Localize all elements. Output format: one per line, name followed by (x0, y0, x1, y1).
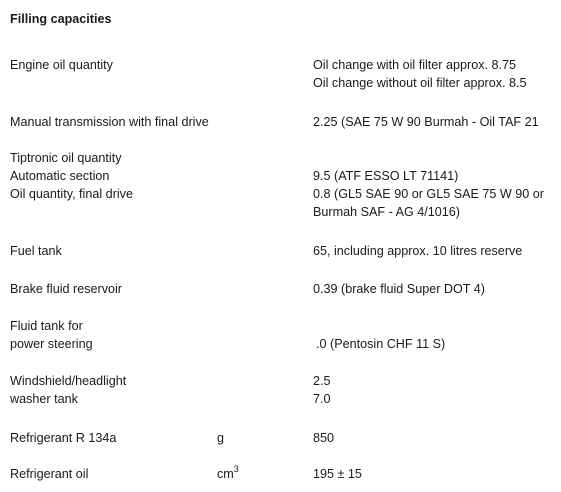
windshield-headlight-label: Windshield/headlight (10, 374, 127, 388)
final-drive-oil-value-line-2: Burmah SAF - AG 4/1016) (313, 205, 460, 219)
engine-oil-value-without-filter: Oil change without oil filter approx. 8.5 (313, 76, 527, 90)
refrigerant-unit: g (217, 431, 225, 445)
brake-fluid-label: Brake fluid reservoir (10, 282, 122, 296)
manual-transmission-value: 2.25 (SAE 75 W 90 Burmah - Oil TAF 21 (313, 115, 539, 129)
fuel-tank-label: Fuel tank (10, 244, 62, 258)
washer-values (313, 372, 331, 408)
final-drive-oil-label: Oil quantity, final drive (10, 187, 133, 201)
power-steering-value: .0 (Pentosin CHF 11 S) (316, 337, 446, 351)
engine-oil-label: Engine oil quantity (10, 58, 113, 72)
tiptronic-values (313, 167, 544, 221)
refrigerant-oil-unit (217, 465, 239, 483)
fuel-tank-value: 65, including approx. 10 litres reserve (313, 244, 523, 258)
automatic-section-value: 9.5 (ATF ESSO LT 71141) (313, 169, 459, 183)
final-drive-oil-value-line-1: 0.8 (GL5 SAE 90 or GL5 SAE 75 W 90 or (313, 187, 545, 201)
automatic-section-label: Automatic section (10, 169, 110, 183)
refrigerant-value: 850 (313, 431, 335, 445)
washer-value-1: 2.5 (313, 374, 331, 388)
refrigerant-oil-value: 195 ± 15 (313, 467, 362, 481)
tiptronic-labels (10, 149, 133, 203)
brake-fluid-value: 0.39 (brake fluid Super DOT 4) (313, 282, 485, 296)
fluid-tank-label: Fluid tank for (10, 319, 83, 333)
washer-tank-label: washer tank (10, 392, 78, 406)
refrigerant-oil-label: Refrigerant oil (10, 467, 89, 481)
washer-labels (10, 372, 126, 408)
refrigerant-label: Refrigerant R 134a (10, 431, 117, 445)
engine-oil-value-with-filter: Oil change with oil filter approx. 8.75 (313, 58, 517, 72)
refrigerant-oil-unit-superscript: 3 (233, 463, 239, 474)
power-steering-label: power steering (10, 337, 93, 351)
tiptronic-oil-quantity-label: Tiptronic oil quantity (10, 151, 122, 165)
power-steering-labels (10, 317, 93, 353)
engine-oil-value (313, 56, 527, 92)
manual-transmission-label: Manual transmission with final drive (10, 115, 209, 129)
refrigerant-oil-unit-base: cm (217, 467, 234, 481)
washer-value-2: 7.0 (313, 392, 331, 406)
page-title: Filling capacities (10, 12, 112, 26)
